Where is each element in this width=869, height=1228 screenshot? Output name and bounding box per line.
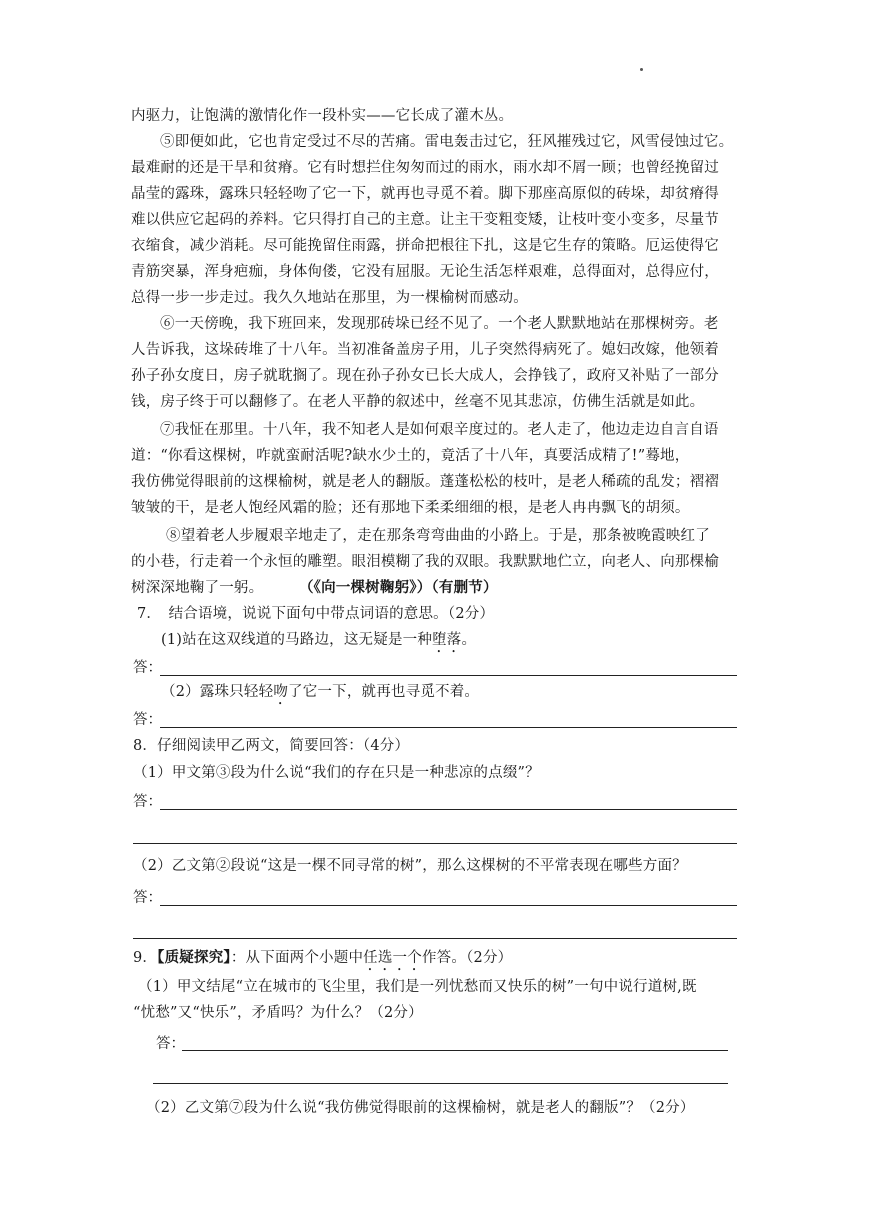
q7-dotted-word-1: 堕落 bbox=[432, 632, 462, 648]
q8-answer-line-1b[interactable] bbox=[133, 843, 737, 844]
passage-line: 我仿佛觉得眼前的这棵榆树，就是老人的翻版。蓬蓬松松的枝叶，是老人稀疏的乱发；褶褶 bbox=[131, 474, 719, 490]
q7-sub2: （2）露珠只轻轻吻了它一下，就再也寻觅不着。 bbox=[161, 684, 480, 700]
q8-answer-line-2b[interactable] bbox=[133, 938, 737, 939]
q8-part2: （2）乙文第②段说“这是一棵不同寻常的树”，那么这棵树的不平常表现在哪些方面？ bbox=[133, 858, 687, 874]
passage-line: ⑦我怔在那里。十八年，我不知老人是如何艰辛度过的。老人走了，他边走边自言自语 bbox=[160, 422, 719, 438]
q8-answer-label-2: 答： bbox=[133, 890, 162, 906]
q9-part1-b: “忧愁”又“快乐”，矛盾吗？为什么？（2分） bbox=[133, 1005, 423, 1021]
q9-answer-line-b[interactable] bbox=[153, 1083, 728, 1084]
passage-line: ⑥一天傍晚，我下班回来，发现那砖垛已经不见了。一个老人默默地站在那棵树旁。老 bbox=[160, 316, 719, 332]
passage-line: 皱皱的干，是老人饱经风霜的脸；还有那地下柔柔细细的根，是老人冉冉飘飞的胡须。 bbox=[131, 500, 690, 516]
passage-line bbox=[131, 578, 741, 598]
q9-answer-line-a[interactable] bbox=[182, 1050, 728, 1051]
q7-stem: 7． 结合语境，说说下面句中带点词语的意思。（2分） bbox=[137, 606, 495, 622]
q9-answer-label: 答： bbox=[156, 1036, 185, 1052]
q9-part1-a: （1）甲文结尾“立在城市的飞尘里，我们是一列忧愁而又快乐的树”一句中说行道树,既 bbox=[138, 979, 697, 995]
passage-line: 衣缩食，减少消耗。尽可能挽留住雨露，拼命把根往下扎，这是它生存的策略。厄运使得它 bbox=[131, 238, 719, 254]
q7-sub1: (1)站在这双线道的马路边，这无疑是一种堕落。 bbox=[161, 632, 477, 648]
passage-line: 孙子孙女度日，房子就耽搁了。现在孙子孙女已长大成人，会挣钱了，政府又补贴了一部分 bbox=[131, 368, 719, 384]
q9-tag: 【质疑探究】 bbox=[157, 949, 231, 966]
passage-line: 晶莹的露珠，露珠只轻轻吻了它一下，就再也寻觅不着。脚下那座高原似的砖垛，却贫瘠得 bbox=[131, 186, 719, 202]
q7-answer-line-1[interactable] bbox=[160, 675, 737, 676]
q8-stem: 8．仔细阅读甲乙两文，简要回答：（4分） bbox=[133, 738, 410, 754]
q8-answer-label-1: 答： bbox=[133, 794, 162, 810]
passage-line: 钱，房子终于可以翻修了。在老人平静的叙述中，丝毫不见其悲凉，仿佛生活就是如此。 bbox=[131, 394, 705, 410]
passage-line: 难以供应它起码的养料。它只得打自己的主意。让主干变粗变矮，让枝叶变小变多，尽量节 bbox=[131, 212, 719, 228]
q7-answer-label-1: 答： bbox=[133, 660, 162, 676]
passage-line: ⑤即便如此，它也肯定受过不尽的苦痛。雷电轰击过它，狂风摧残过它，风雪侵蚀过它。 bbox=[160, 134, 734, 150]
header-mark bbox=[640, 68, 643, 71]
passage-line: 的小巷，行走着一个永恒的雕塑。眼泪模糊了我的双眼。我默默地伫立，向老人、向那棵榆 bbox=[131, 554, 719, 570]
source-citation: （《向一棵树鞠躬》）（有删节） bbox=[298, 579, 498, 596]
passage-line: 青筋突暴，浑身疤痂，身体佝偻，它没有屈服。无论生活怎样艰难，总得面对，总得应付， bbox=[131, 264, 719, 280]
passage-line: 最难耐的还是干旱和贫瘠。它有时想拦住匆匆而过的雨水，雨水却不屑一顾；也曾经挽留过 bbox=[131, 160, 719, 176]
q7-answer-label-2: 答： bbox=[133, 712, 162, 728]
q7-answer-line-2[interactable] bbox=[160, 727, 737, 728]
q7-dotted-word-2: 吻 bbox=[273, 684, 289, 700]
passage-line: 总得一步一步走过。我久久地站在那里，为一棵榆树而感动。 bbox=[131, 290, 528, 306]
passage-line: 内驱力，让饱满的激情化作一段朴实——它长成了灌木丛。 bbox=[131, 108, 514, 124]
passage-line: 人告诉我，这垛砖堆了十八年。当初准备盖房子用，儿子突然得病死了。媳妇改嫁，他领着 bbox=[131, 342, 719, 358]
passage-line: 道：“你看这棵树，咋就蛮耐活呢?缺水少土的，竟活了十八年，真要活成精了!”蓦地， bbox=[131, 448, 690, 464]
q9-dotted-phrase: 任选一个 bbox=[363, 950, 422, 966]
q8-answer-line-1a[interactable] bbox=[160, 809, 737, 810]
passage-line: ⑧望着老人步履艰辛地走了，走在那条弯弯曲曲的小路上。于是，那条被晚霞映红了 bbox=[166, 528, 710, 544]
passage-last-text: 树深深地鞠了一躬。 bbox=[131, 580, 264, 596]
q8-part1: （1）甲文第③段为什么说“我们的存在只是一种悲凉的点缀”？ bbox=[133, 765, 540, 781]
q9-part2: （2）乙文第⑦段为什么说“我仿佛觉得眼前的这棵榆树，就是老人的翻版”？（2分） bbox=[146, 1100, 695, 1116]
q9-stem: 9．【质疑探究】：从下面两个小题中任选一个作答。（2分） bbox=[133, 949, 513, 966]
q8-answer-line-2a[interactable] bbox=[160, 905, 737, 906]
